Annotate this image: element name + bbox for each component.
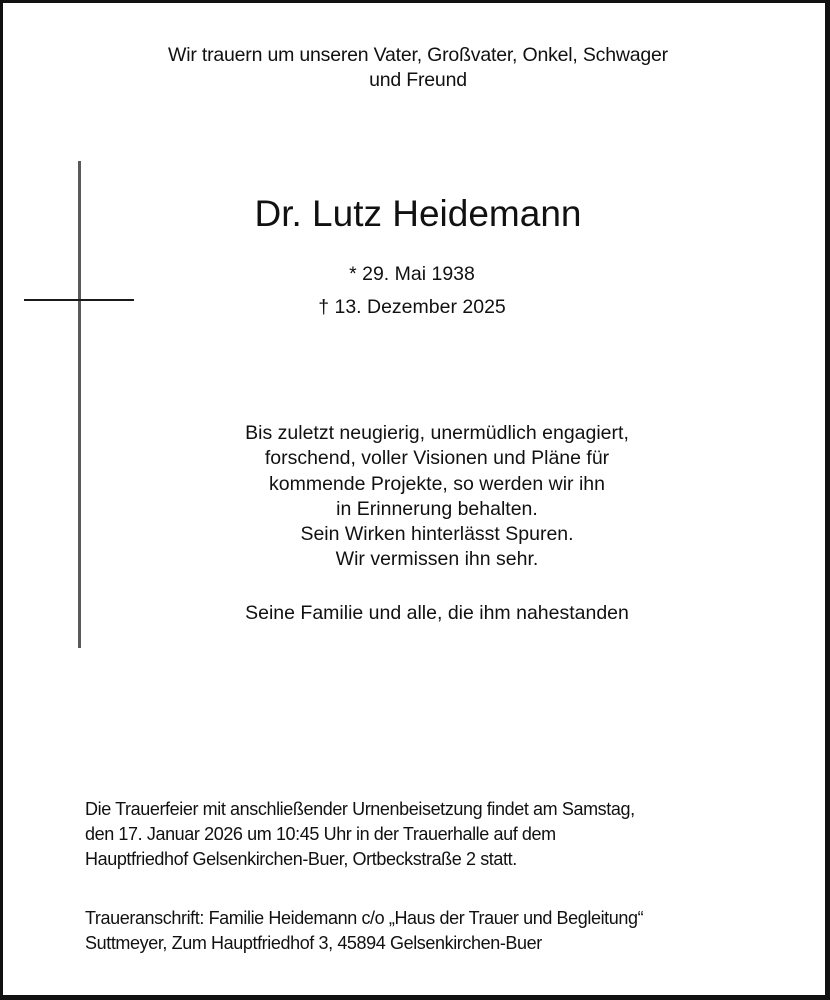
ceremony-line: Die Trauerfeier mit anschließender Urnenbeisetzung findet am Samstag, [85, 799, 635, 819]
address-line: Traueranschrift: Familie Heidemann c/o „Haus der Trauer und Begleitung“ [85, 908, 644, 928]
poem-line: Bis zuletzt neugierig, unermüdlich engagiert, [245, 422, 629, 444]
poem-line: Sein Wirken hinterlässt Spuren. [300, 523, 574, 546]
ceremony-line: den 17. Januar 2026 um 10:45 Uhr in der Trauerhalle auf dem [85, 824, 556, 844]
poem-line: forschend, voller Visionen und Pläne für [264, 447, 610, 470]
intro-text [3, 43, 830, 93]
mourning-address [85, 906, 643, 956]
ceremony-details [85, 797, 635, 872]
poem-line: kommende Projekte, so werden wir ihn [269, 472, 605, 495]
ceremony-line: Hauptfriedhof Gelsenkirchen-Buer, Ortbeckstraße 2 statt. [85, 849, 517, 869]
memorial-poem [22, 421, 830, 573]
intro-line: und Freund [369, 69, 467, 91]
family-signature: Seine Familie und alle, die ihm nahestanden [245, 602, 629, 624]
poem-line: in Erinnerung behalten. [336, 497, 538, 520]
death-date: † 13. Dezember 2025 [318, 296, 506, 318]
address-line: Suttmeyer, Zum Hauptfriedhof 3, 45894 Gelsenkirchen-Buer [85, 933, 542, 953]
intro-line: Wir trauern um unseren Vater, Großvater, Onkel, Schwager [168, 44, 668, 66]
deceased-name: Dr. Lutz Heidemann [254, 193, 582, 234]
poem-line: Wir vermissen ihn sehr. [335, 548, 539, 571]
birth-date: * 29. Mai 1938 [349, 263, 475, 285]
